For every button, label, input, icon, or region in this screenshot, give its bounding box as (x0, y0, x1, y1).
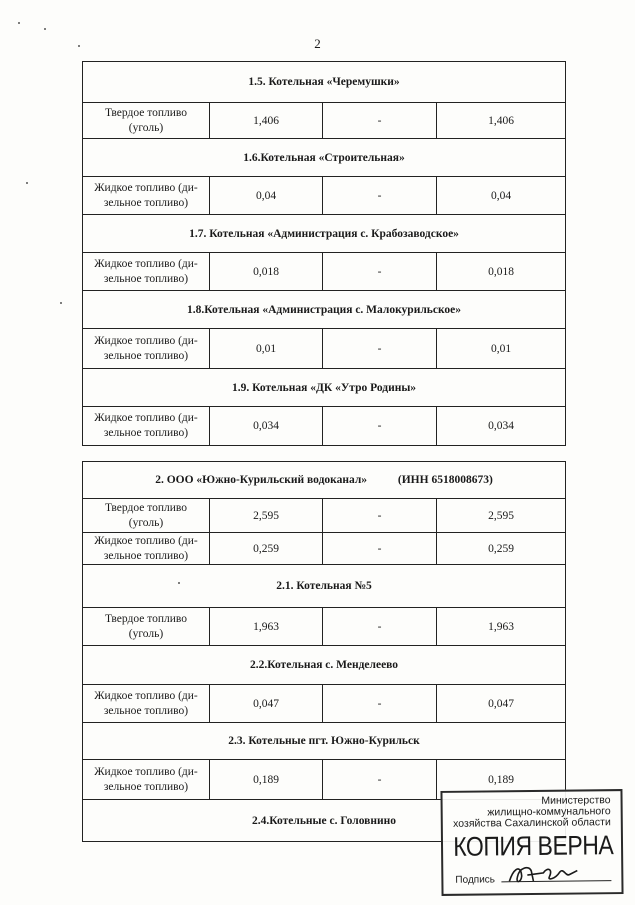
section-title: 1.6.Котельная «Строительная» (83, 139, 566, 177)
value-col1-cell: 0,04 (210, 177, 323, 215)
value-col1-cell: 0,034 (210, 407, 323, 446)
section-title: 1.8.Котельная «Администрация с. Малокурильское» (83, 291, 566, 329)
fuel-row (83, 608, 566, 646)
value-col1-cell: 0,189 (210, 760, 323, 800)
value-col2-cell: - (323, 103, 437, 139)
fuel-type-cell: Твердое топливо (уголь) (83, 499, 210, 533)
stamp-copy-text: КОПИЯ ВЕРНА (453, 830, 614, 862)
fuel-type-cell: Жидкое топливо (ди- зельное топливо) (83, 533, 210, 565)
section-header-row (83, 723, 566, 760)
fuel-table-1 (82, 61, 566, 446)
section-header-row (83, 291, 566, 329)
fuel-type-cell: Жидкое топливо (ди- зельное топливо) (83, 177, 210, 215)
value-col2-cell: - (323, 499, 437, 533)
stamp-ministry: Министерство жилищно-коммунального хозяйства Сахалинской области (453, 794, 611, 830)
scan-speck (44, 28, 46, 30)
scan-speck (178, 582, 180, 584)
value-col3-cell: 0,01 (437, 329, 566, 369)
section-header-row (83, 62, 566, 103)
value-col3-cell: 0,189 (437, 760, 566, 800)
value-col2-cell: - (323, 329, 437, 369)
scan-speck (78, 45, 80, 47)
value-col1-cell: 0,018 (210, 253, 323, 291)
section-header-row (83, 369, 566, 407)
fuel-row (83, 533, 566, 565)
fuel-type-cell: Твердое топливо (уголь) (83, 103, 210, 139)
org-inn: (ИНН 6518008673) (397, 474, 493, 486)
value-col2-cell: - (323, 407, 437, 446)
org-header-row (83, 462, 566, 499)
fuel-type-cell: Жидкое топливо (ди- зельное топливо) (83, 685, 210, 723)
section-title: 2.1. Котельная №5 (83, 565, 566, 608)
value-col1-cell: 1,406 (210, 103, 323, 139)
scan-speck (18, 22, 20, 24)
value-col1-cell: 1,963 (210, 608, 323, 646)
value-col1-cell: 2,595 (210, 499, 323, 533)
section-header-row (83, 646, 566, 685)
section-header-row (83, 139, 566, 177)
value-col3-cell: 1,406 (437, 103, 566, 139)
fuel-row (83, 329, 566, 369)
scan-speck (26, 182, 28, 184)
value-col3-cell: 0,259 (437, 533, 566, 565)
section-title: 2.4.Котельные с. Головнино (83, 800, 566, 842)
fuel-type-cell: Жидкое топливо (ди- зельное топливо) (83, 760, 210, 800)
scan-speck (60, 302, 62, 304)
value-col1-cell: 0,01 (210, 329, 323, 369)
org-header-cell (83, 462, 566, 499)
fuel-row (83, 103, 566, 139)
fuel-row (83, 499, 566, 533)
value-col1-cell: 0,259 (210, 533, 323, 565)
section-header-row (83, 565, 566, 608)
section-title: 1.7. Котельная «Администрация с. Крабозаводское» (83, 215, 566, 253)
value-col3-cell: 1,963 (437, 608, 566, 646)
fuel-table-2 (82, 461, 566, 842)
value-col2-cell: - (323, 685, 437, 723)
value-col2-cell: - (323, 177, 437, 215)
section-header-row (83, 215, 566, 253)
fuel-type-cell: Твердое топливо (уголь) (83, 608, 210, 646)
value-col3-cell: 0,034 (437, 407, 566, 446)
fuel-row (83, 685, 566, 723)
section-title: 1.5. Котельная «Черемушки» (83, 62, 566, 103)
section-title: 1.9. Котельная «ДК «Утро Родины» (83, 369, 566, 407)
value-col1-cell: 0,047 (210, 685, 323, 723)
page-number: 2 (314, 36, 321, 51)
value-col3-cell: 0,018 (437, 253, 566, 291)
value-col2-cell: - (323, 253, 437, 291)
fuel-row (83, 407, 566, 446)
certified-copy-stamp (440, 789, 623, 896)
value-col3-cell: 0,047 (437, 685, 566, 723)
fuel-type-cell: Жидкое топливо (ди- зельное топливо) (83, 329, 210, 369)
stamp-sign-label: Подпись (455, 874, 496, 886)
value-col3-cell: 0,04 (437, 177, 566, 215)
value-col3-cell: 2,595 (437, 499, 566, 533)
fuel-row (83, 253, 566, 291)
fuel-row (83, 177, 566, 215)
org-title: 2. ООО «Южно-Курильский водоканал» (155, 474, 368, 486)
value-col2-cell: - (323, 533, 437, 565)
value-col2-cell: - (323, 608, 437, 646)
section-title: 2.3. Котельные пгт. Южно-Курильск (83, 723, 566, 760)
fuel-type-cell: Жидкое топливо (ди- зельное топливо) (83, 407, 210, 446)
value-col2-cell: - (323, 760, 437, 800)
fuel-type-cell: Жидкое топливо (ди- зельное топливо) (83, 253, 210, 291)
signature-icon (503, 858, 583, 889)
section-title: 2.2.Котельная с. Менделеево (83, 646, 566, 685)
